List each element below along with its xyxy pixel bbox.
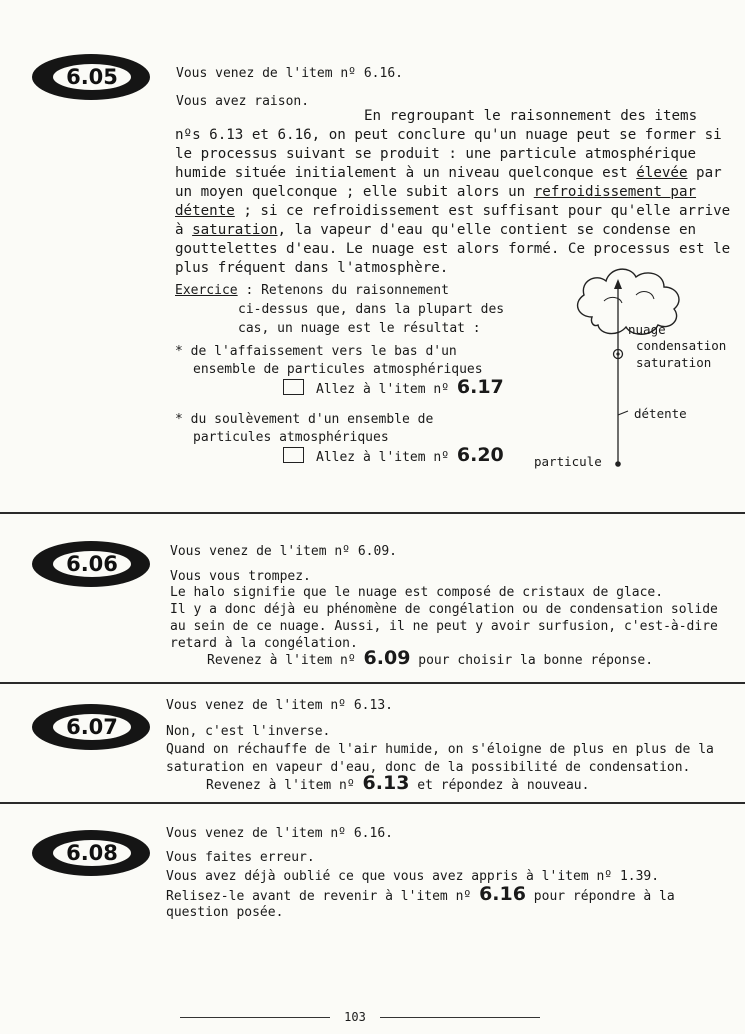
item-ref-6-17[interactable]: 6.17 bbox=[456, 376, 504, 398]
page-number: 103 bbox=[344, 1010, 366, 1024]
section-6-08: 6.08 Vous venez de l'item nº 6.16. Vous faites erreur. Vous avez déjà oublié ce que vous avez appris à l'item nº 1.39. Relisez-le avant de revenir à l'item nº 6.16 pour répondre à la question posée. bbox=[0, 804, 745, 1004]
verdict-line: Vous faites erreur. bbox=[166, 850, 315, 865]
footer-rule-right bbox=[380, 1017, 540, 1018]
origin-line: Vous venez de l'item nº 6.13. bbox=[166, 698, 393, 713]
checkbox-6-20[interactable] bbox=[283, 447, 304, 463]
option-2-choice[interactable]: Allez à l'item nº 6.20 bbox=[283, 446, 504, 467]
origin-line: Vous venez de l'item nº 6.09. bbox=[170, 544, 397, 559]
item-ref-6-16[interactable]: 6.16 bbox=[479, 883, 526, 905]
exercise-label: Exercice bbox=[175, 283, 238, 298]
return-instruction: Revenez à l'item nº 6.09 pour choisir la bonne réponse. bbox=[207, 647, 654, 669]
item-badge-6-05: 6.05 bbox=[32, 54, 150, 100]
label-particule: particule bbox=[534, 454, 602, 469]
verdict-line: Non, c'est l'inverse. bbox=[166, 724, 331, 739]
origin-line: Vous venez de l'item nº 6.16. bbox=[176, 66, 403, 81]
section-6-05: 6.05 Vous venez de l'item nº 6.16. Vous avez raison. En regroupant le raisonnement des items nºs 6.13 et 6.16, on peut conclure qu'un nuage peut se former si le processus suivant se produit : une particule atmosphérique humide située initialement à un niveau quelconque est élevée par un moyen quelconque ; elle subit alors un refroidissement par détente ; si ce refroidissement est suffisant pour qu'elle arrive à saturation, la vapeur d'eau qu'elle contient se condense en gouttelettes d'eau. Le nuage est alors formé. Ce processus est le plus fréquent dans l'atmosphère. Exercice : Retenons du raisonnement ci-dessus que, dans la plupart des cas, un nuage est le résultat : * de l'affaissement vers le bas d'un ensemble de particules atmosphériques Allez à l'item nº 6.17 * du soulèvement d'un ensemble de particules atmosphériques Allez à l'item nº 6.20 nuage condensation saturation détente particule bbox=[0, 0, 745, 514]
return-instruction: Revenez à l'item nº 6.13 et répondez à nouveau. bbox=[206, 772, 590, 794]
label-condensation: condensation bbox=[636, 338, 727, 353]
option-1-text: * de l'affaissement vers le bas d'un bbox=[175, 344, 457, 359]
option-1-choice[interactable]: Allez à l'item nº 6.17 bbox=[283, 378, 504, 399]
item-ref-6-13[interactable]: 6.13 bbox=[362, 772, 410, 794]
item-badge-6-06: 6.06 bbox=[32, 541, 150, 587]
cloud-formation-diagram bbox=[534, 255, 745, 475]
verdict-line: Vous avez raison. bbox=[176, 94, 310, 109]
origin-line: Vous venez de l'item nº 6.16. bbox=[166, 826, 393, 841]
item-badge-6-07: 6.07 bbox=[32, 704, 150, 750]
section-6-07: 6.07 Vous venez de l'item nº 6.13. Non, c'est l'inverse. Quand on réchauffe de l'air humide, on s'éloigne de plus en plus de la saturation en vapeur d'eau, donc de la possibilité de condensation. Revenez à l'item nº 6.13 et répondez à nouveau. bbox=[0, 684, 745, 804]
label-nuage: nuage bbox=[628, 322, 666, 337]
item-ref-6-20[interactable]: 6.20 bbox=[456, 444, 504, 466]
checkbox-6-17[interactable] bbox=[283, 379, 304, 395]
item-ref-6-09[interactable]: 6.09 bbox=[363, 647, 411, 669]
option-2-text: * du soulèvement d'un ensemble de bbox=[175, 412, 434, 427]
section-6-06: 6.06 Vous venez de l'item nº 6.09. Vous vous trompez. Le halo signifie que le nuage est composé de cristaux de glace. Il y a donc déjà eu phénomène de congélation ou de condensation solide au sein de ce nuage. Aussi, il ne peut y avoir surfusion, c'est-à-dire retard à la congélation. Revenez à l'item nº 6.09 pour choisir la bonne réponse. bbox=[0, 514, 745, 684]
label-detente: détente bbox=[634, 406, 687, 421]
verdict-line: Vous vous trompez. bbox=[170, 569, 311, 584]
footer-rule-left bbox=[180, 1017, 330, 1018]
item-badge-6-08: 6.08 bbox=[32, 830, 150, 876]
label-saturation: saturation bbox=[636, 355, 712, 370]
